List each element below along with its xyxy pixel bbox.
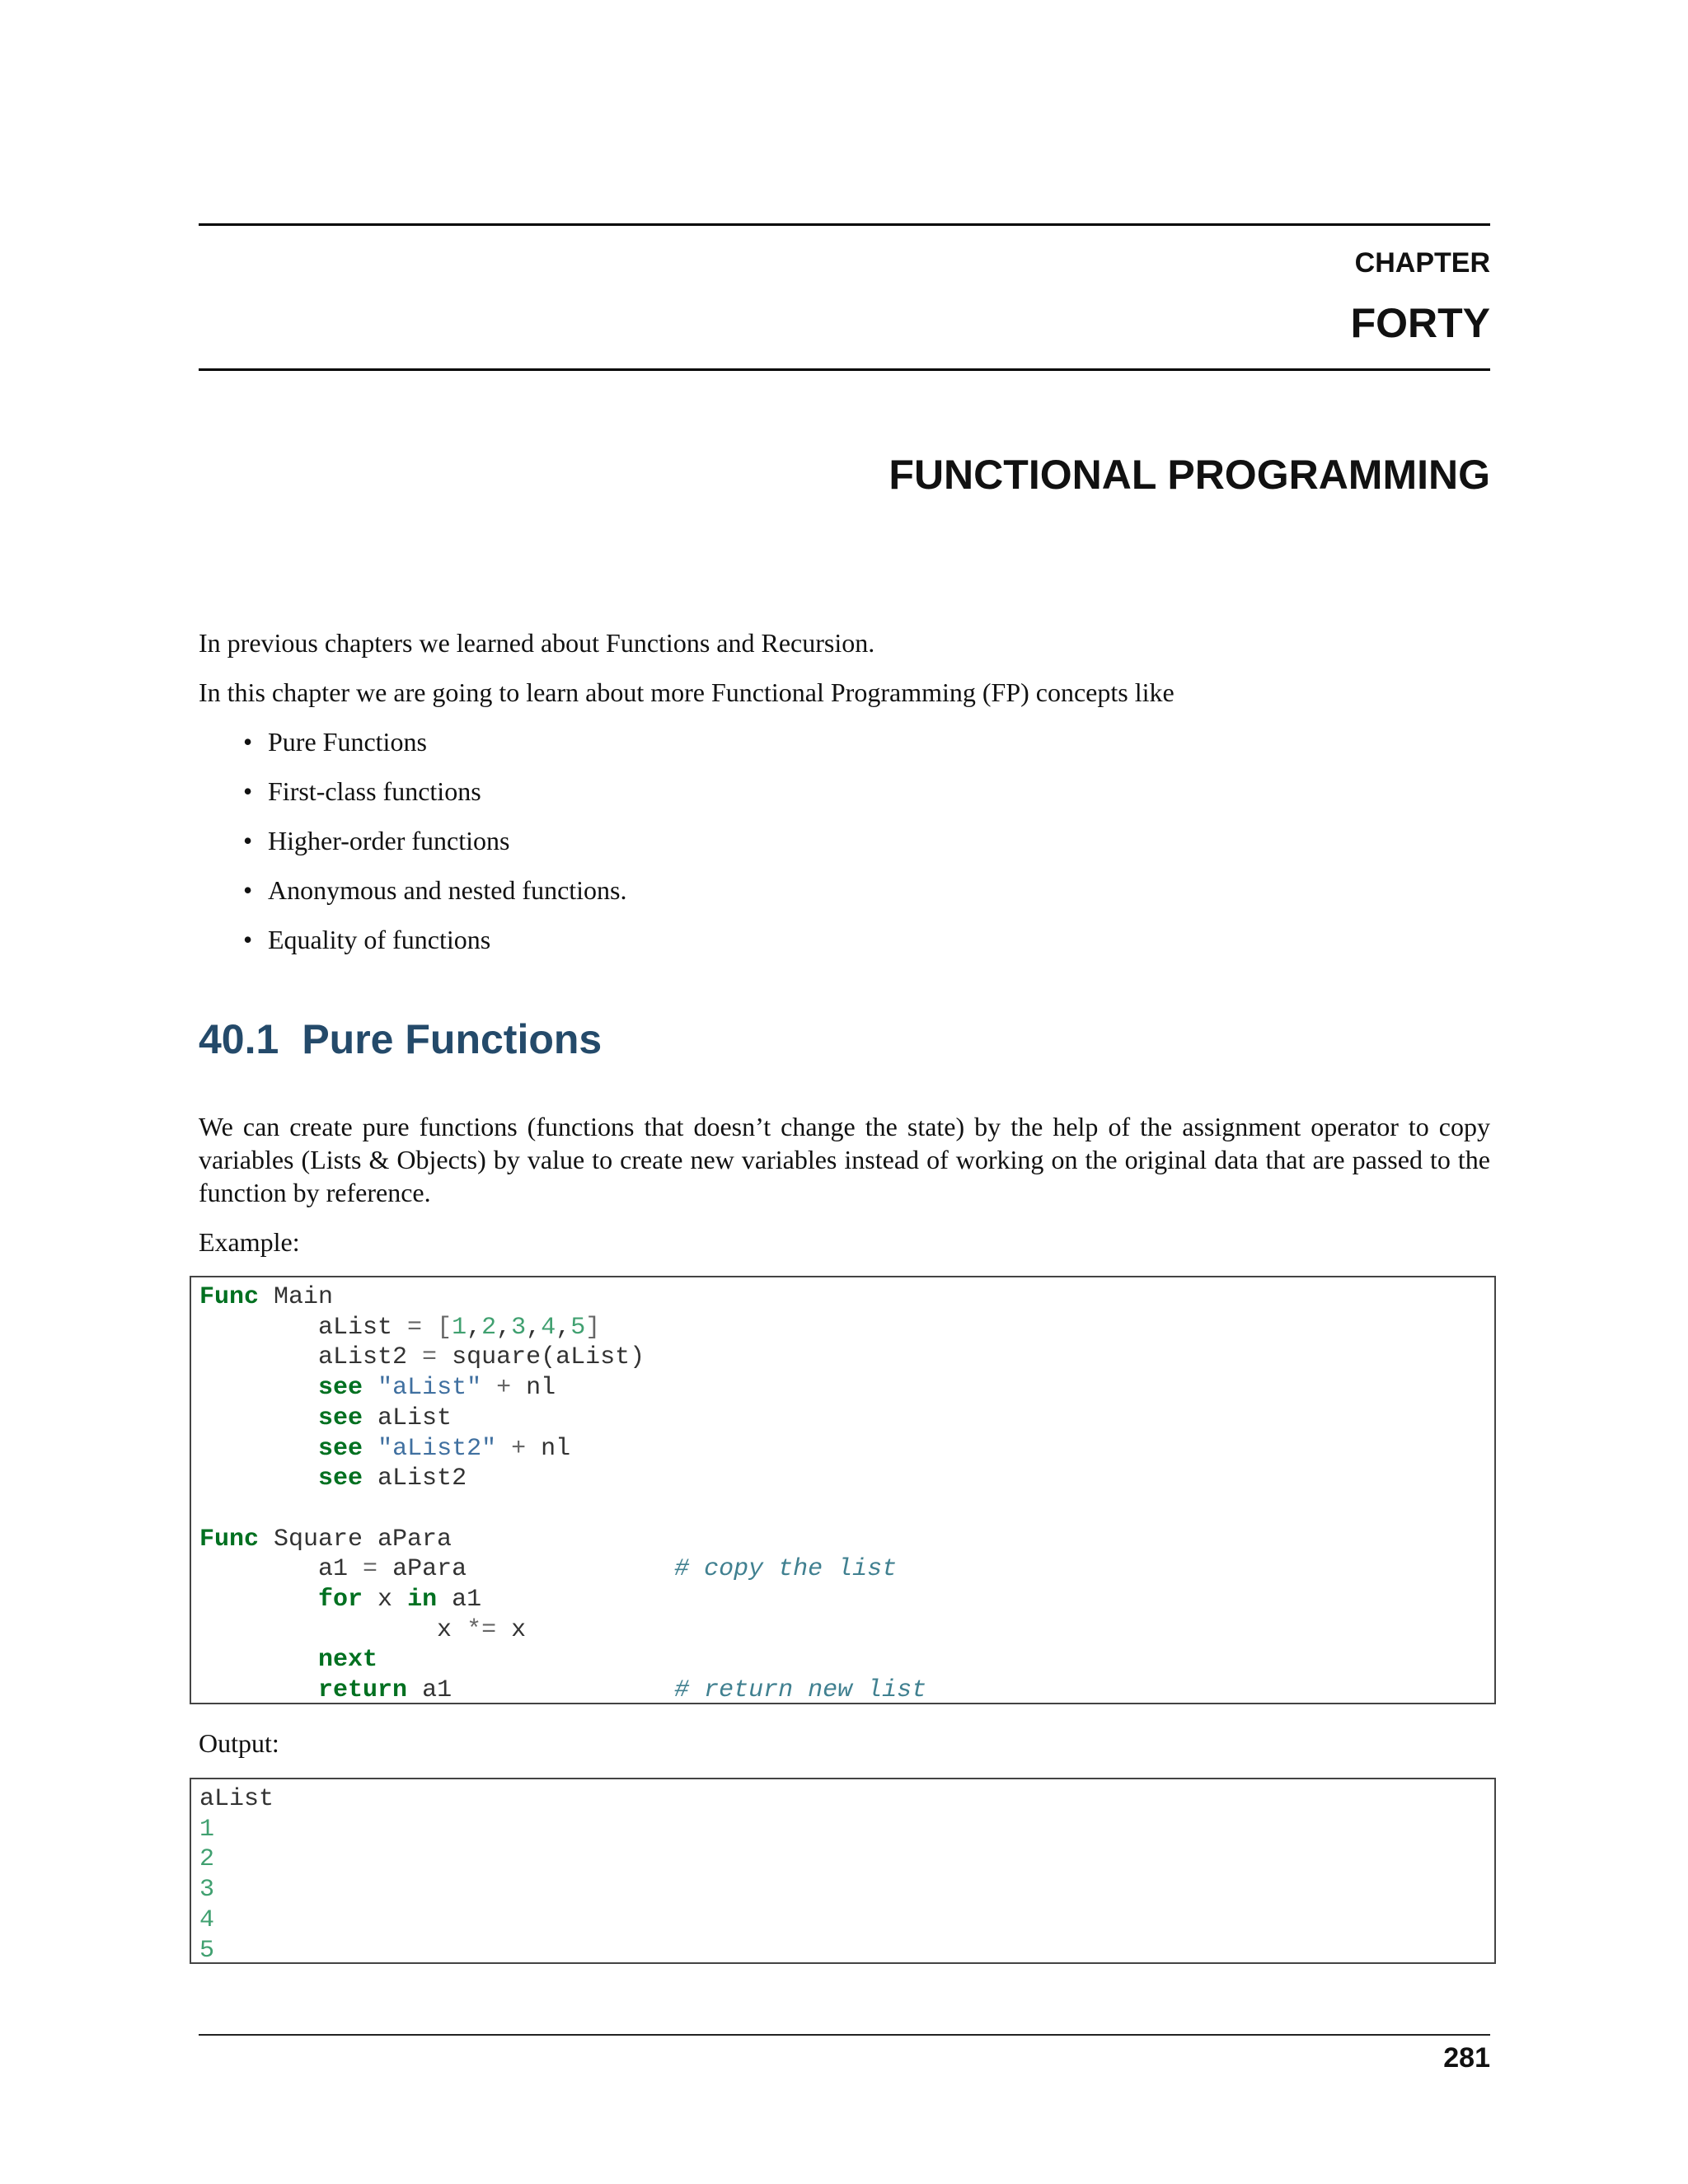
chapter-number: FORTY xyxy=(1350,300,1490,346)
list-item-text: Anonymous and nested functions. xyxy=(268,875,627,905)
code-example-block xyxy=(190,1276,1496,1704)
output-label: Output: xyxy=(199,1728,279,1758)
section-body: We can create pure functions (functions that doesn’t change the state) by the help of the assignment operator to copy variables (Lists & Objects) by value to create new variables instead of working on the original data that are passed to the function by reference. xyxy=(199,1112,1490,1207)
chapter-label: CHAPTER xyxy=(1354,247,1490,279)
section-title: Pure Functions xyxy=(302,1016,603,1062)
intro-paragraph-2: In this chapter we are going to learn about more Functional Programming (FP) concepts like xyxy=(199,677,1175,707)
footer-rule xyxy=(199,2034,1490,2036)
output-listing: aList 1 2 3 4 5 xyxy=(199,1785,274,1965)
section-heading xyxy=(199,1015,602,1063)
page-number: 281 xyxy=(1443,2042,1490,2074)
section-number: 40.1 xyxy=(199,1016,279,1062)
chapter-top-rule xyxy=(199,223,1490,226)
example-label: Example: xyxy=(199,1227,300,1257)
list-item-text: Equality of functions xyxy=(268,925,491,954)
chapter-bottom-rule xyxy=(199,368,1490,371)
bullet-icon: • xyxy=(243,727,253,757)
code-listing: Func Main aList = [1,2,3,4,5] aList2 = square(aList) see "aList" + nl see aList see "aList2" + nl see aList2 Func Square aPara a1 = aPara # copy the list for x in a1 x *= x next return a1 # return new list xyxy=(199,1283,927,1705)
bullet-icon: • xyxy=(243,826,253,855)
list-item-text: Higher-order functions xyxy=(268,826,510,855)
list-item-text: First-class functions xyxy=(268,776,481,806)
bullet-icon: • xyxy=(243,875,253,905)
bullet-icon: • xyxy=(243,776,253,806)
bullet-icon: • xyxy=(243,925,253,954)
chapter-title: FUNCTIONAL PROGRAMMING xyxy=(889,452,1490,498)
list-item-text: Pure Functions xyxy=(268,727,427,757)
intro-paragraph-1: In previous chapters we learned about Functions and Recursion. xyxy=(199,628,875,658)
code-output-block xyxy=(190,1778,1496,1964)
